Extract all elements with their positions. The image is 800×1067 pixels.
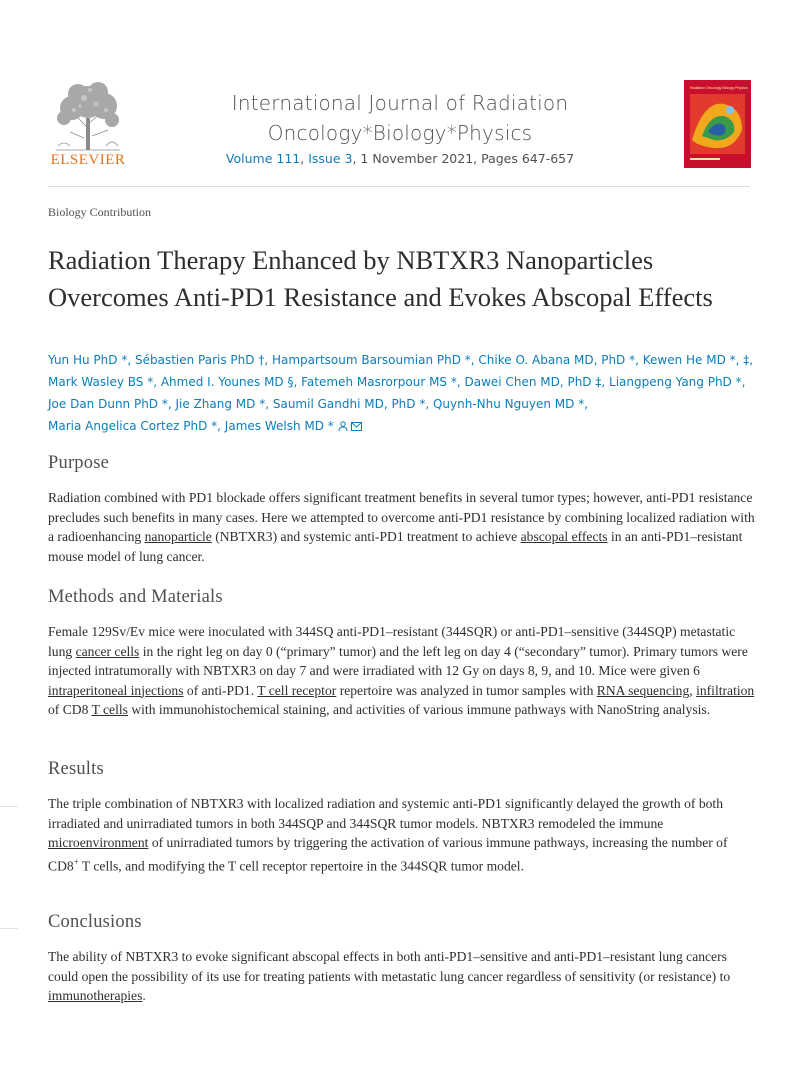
author-name[interactable]: Mark Wasley BS *	[48, 375, 154, 389]
article-type: Biology Contribution	[48, 205, 152, 219]
journal-title[interactable]: International Journal of Radiation Oncology*Biology*Physics	[231, 91, 569, 145]
section-text: Radiation combined with PD1 blockade offers significant treatment benefits in several tumor types; however, anti-PD1 resistance precludes such benefits in many cases. Here we attempted to overcome anti-PD1 resistance by combining localized radiation with a radioenhancing nanoparticle (NBTXR3) and systemic anti-PD1 treatment to achieve abscopal effects in an anti-PD1–resistant mouse model of lung cancer.	[48, 490, 755, 564]
section-text: The ability of NBTXR3 to evoke significant abscopal effects in both anti-PD1–sensitive and anti-PD1–resistant lung cancers could open the possibility of its use for treating patients with metastatic lung cancer regardless of sensitivity (or resistance) to immunotherapies.	[48, 949, 731, 1003]
section-results	[48, 759, 760, 876]
author-name[interactable]: Jie Zhang MD *	[175, 397, 266, 411]
author-name[interactable]: Joe Dan Dunn PhD *	[48, 397, 168, 411]
section-heading: Conclusions	[48, 912, 142, 932]
author-name[interactable]: Quynh-Nhu Nguyen MD *	[432, 397, 585, 411]
section-heading: Methods and Materials	[48, 587, 223, 607]
author-name[interactable]: Saumil Gandhi MD, PhD *	[272, 397, 426, 411]
author-name[interactable]: Kewen He MD *, ‡	[642, 353, 750, 367]
section-text: Female 129Sv/Ev mice were inoculated with 344SQ anti-PD1–resistant (344SQR) or anti-PD1–sensitive (344SQP) metastatic lung cancer cells in the right leg on day 0 (“primary” tumor) and the left leg on day 4 (“secondary” tumor). Primary tumors were injected intratumorally with NBTXR3 on day 7 and were irradiated with 12 Gy on days 8, 9, and 10. Mice were given 6 intraperitoneal injections of anti-PD1. T cell receptor repertoire was analyzed in tumor samples with RNA sequencing, infiltration of CD8 T cells with immunohistochemical staining, and activities of various immune pathways with NanoString analysis.	[48, 624, 755, 717]
author-name[interactable]: Maria Angelica Cortez PhD *	[48, 419, 218, 433]
elsevier-logo[interactable]	[48, 80, 128, 172]
author-name[interactable]: Chike O. Abana MD, PhD *	[478, 353, 636, 367]
author-name[interactable]: Dawei Chen MD, PhD ‡	[464, 375, 602, 389]
page-edge-mark	[0, 806, 18, 807]
tree-icon	[48, 80, 128, 152]
author-name[interactable]: Liangpeng Yang PhD *	[609, 375, 742, 389]
author-name[interactable]: Fatemeh Masrorpour MS *	[301, 375, 457, 389]
section-purpose	[48, 453, 760, 566]
section-conclusions	[48, 912, 760, 1006]
term-link[interactable]: microenvironment	[48, 835, 149, 850]
article-title: Radiation Therapy Enhanced by NBTXR3 Nanoparticles Overcomes Anti-PD1 Resistance and Evokes Abscopal Effects	[48, 244, 713, 312]
journal-citation: Volume 111, Issue 3, 1 November 2021, Pages 647-657	[225, 151, 575, 166]
journal-header	[0, 0, 800, 190]
page-edge-mark	[0, 928, 18, 929]
person-icon[interactable]	[338, 421, 348, 431]
volume-link[interactable]: Volume 111	[225, 151, 301, 166]
term-link[interactable]: T cells	[91, 702, 128, 717]
term-link[interactable]: immunotherapies	[48, 988, 143, 1003]
author-name[interactable]: Sébastien Paris PhD †	[134, 353, 265, 367]
journal-info	[180, 88, 620, 166]
date-pages: , 1 November 2021, Pages 647-657	[352, 151, 575, 166]
term-link[interactable]: RNA sequencing	[596, 682, 690, 698]
section-heading: Results	[48, 759, 104, 779]
term-link[interactable]: cancer cells	[75, 643, 140, 659]
term-link[interactable]: nanoparticle	[144, 529, 212, 544]
author-list	[48, 349, 760, 437]
author-name[interactable]: Hampartsoum Barsoumian PhD *	[271, 353, 471, 367]
author-name[interactable]: Yun Hu PhD *	[48, 353, 128, 367]
term-link[interactable]: abscopal effects	[520, 529, 608, 544]
term-link[interactable]: intraperitoneal injections	[48, 682, 184, 698]
author-name[interactable]: Ahmed I. Younes MD §	[160, 375, 294, 389]
term-link[interactable]: T cell receptor	[257, 682, 337, 698]
publisher-name: ELSEVIER	[50, 152, 126, 168]
author-name[interactable]: James Welsh MD *	[224, 419, 334, 433]
section-text: The triple combination of NBTXR3 with localized radiation and systemic anti-PD1 significantly delayed the growth of both irradiated and unirradiated tumors in both 344SQP and 344SQR tumor models. NBTXR3 remodeled the immune microenvironment of unirradiated tumors by triggering the activation of various immune pathways, increasing the number of CD8+ T cells, and modifying the T cell receptor repertoire in the 344SQR tumor model.	[48, 796, 728, 874]
section-heading: Purpose	[48, 453, 110, 473]
author-names: Yun Hu PhD *, Sébastien Paris PhD †, Hampartsoum Barsoumian PhD *, Chike O. Abana MD, PhD *, Kewen He MD *, ‡, Mark Wasley BS *, Ahmed I. Younes MD §, Fatemeh Masrorpour MS *, Dawei Chen MD, PhD ‡, Liangpeng Yang PhD *, Joe Dan Dunn PhD *, Jie Zhang MD *, Saumil Gandhi MD, PhD *, Quynh-Nhu Nguyen MD *, Maria Angelica Cortez PhD *, James Welsh MD *	[48, 353, 754, 433]
section-methods	[48, 587, 760, 720]
header-divider	[48, 186, 750, 187]
term-link[interactable]: infiltration	[696, 682, 755, 698]
cover-caption: Radiation Oncology Biology Physics	[690, 86, 748, 90]
journal-cover-image[interactable]	[684, 80, 751, 168]
issue-link[interactable]: Issue 3	[308, 151, 353, 166]
email-icon[interactable]	[351, 422, 362, 431]
